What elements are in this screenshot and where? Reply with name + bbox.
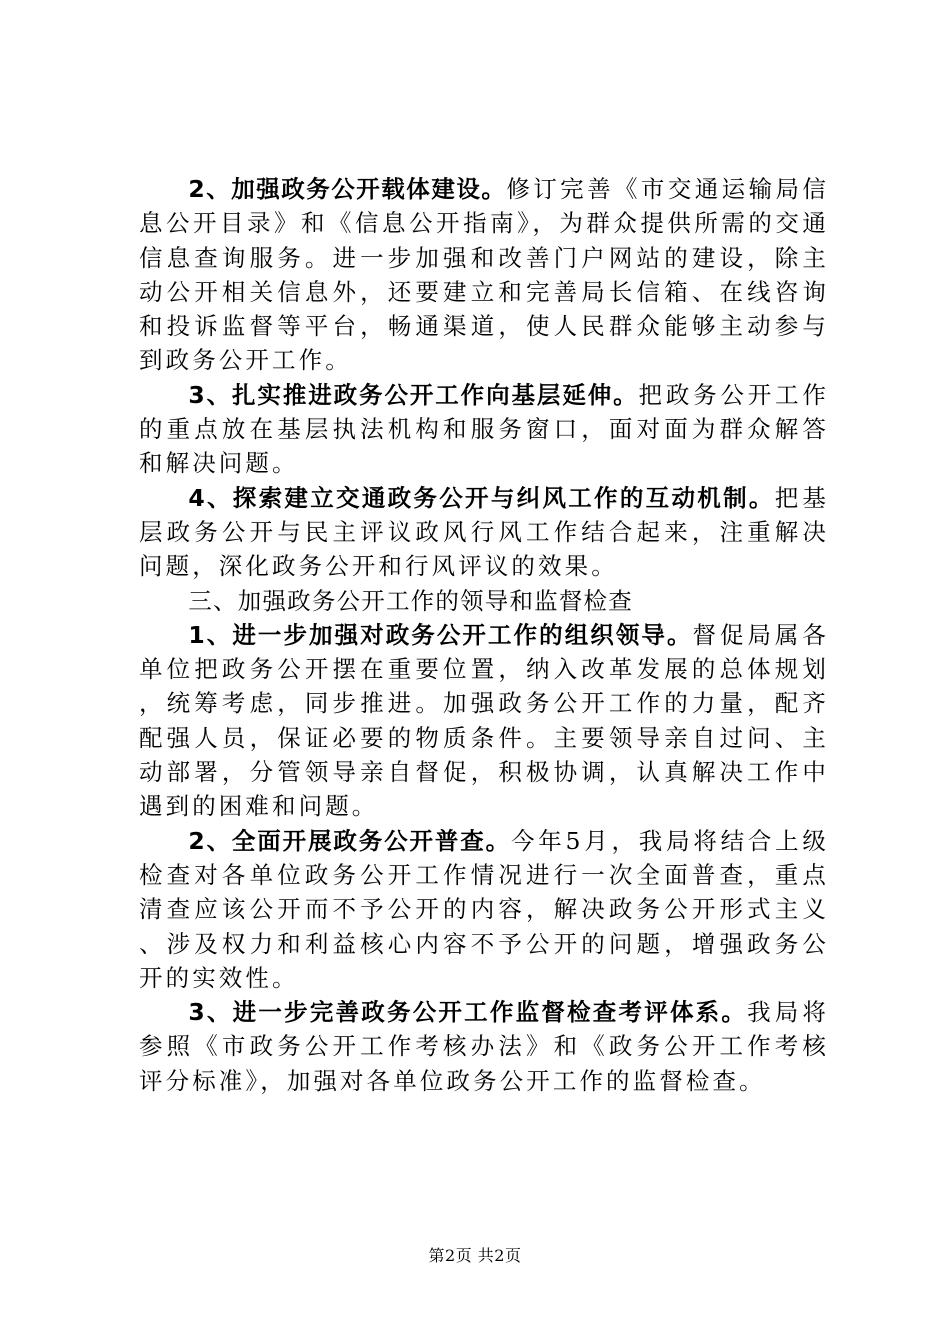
paragraph-text: 督促局属各单位把政务公开摆在重要位置，纳入改革发展的总体规划，统筹考虑，同步推进。加强政务公开工作的力量，配齐配强人员，保证必要的物质条件。主要领导亲自过问、主动部署，分管领导亲自督促，积极协调，认真解决工作中遇到的困难和问题。 (139, 620, 829, 821)
paragraph-lead: 4、探索建立交通政务公开与纠风工作的互动机制。 (188, 483, 775, 512)
paragraph-evaluation-system (139, 995, 829, 1098)
paragraph-lead: 2、全面开展政务公开普查。 (188, 826, 511, 855)
paragraph-lead: 2、加强政务公开载体建设。 (188, 175, 507, 203)
section-heading (139, 584, 829, 618)
paragraph-text: 把基层政务公开与民主评议政风行风工作结合起来，注重解决问题，深化政务公开和行风评议的效果。 (139, 483, 830, 581)
paragraph-grassroots-extension (139, 378, 829, 481)
paragraph-text: 我局将参照《市政务公开工作考核办法》和《政务公开工作考核评分标准》，加强对各单位政务公开工作的监督检查。 (139, 998, 829, 1095)
paragraph-carrier-construction (139, 172, 829, 378)
paragraph-general-inspection (139, 824, 829, 995)
paragraph-text: 把政务公开工作的重点放在基层执法机构和服务窗口，面对面为群众解答和解决问题。 (139, 380, 829, 478)
document-body (139, 172, 829, 1098)
paragraph-lead: 3、进一步完善政务公开工作监督检查考评体系。 (188, 998, 748, 1027)
page-number-footer: 第2页 共2页 (428, 1246, 522, 1265)
paragraph-organizational-leadership (139, 618, 829, 824)
paragraph-text: 今年5月，我局将结合上级检查对各单位政务公开工作情况进行一次全面普查，重点清查应该公开而不予公开的内容，解决政务公开形式主义、涉及权力和利益核心内容不予公开的问题，增强政务公开的实效性。 (139, 826, 830, 992)
section-heading-text: 三、加强政务公开工作的领导和监督检查 (188, 586, 633, 615)
paragraph-lead: 3、扎实推进政务公开工作向基层延伸。 (188, 380, 639, 409)
paragraph-lead: 1、进一步加强对政务公开工作的组织领导。 (188, 620, 693, 649)
paragraph-interaction-mechanism (139, 481, 829, 584)
paragraph-text: 修订完善《市交通运输局信息公开目录》和《信息公开指南》，为群众提供所需的交通信息查询服务。进一步加强和改善门户网站的建设，除主动公开相关信息外，还要建立和完善局长信箱、在线咨询和投诉监督等平台，畅通渠道，使人民群众能够主动参与到政务公开工作。 (139, 175, 829, 375)
